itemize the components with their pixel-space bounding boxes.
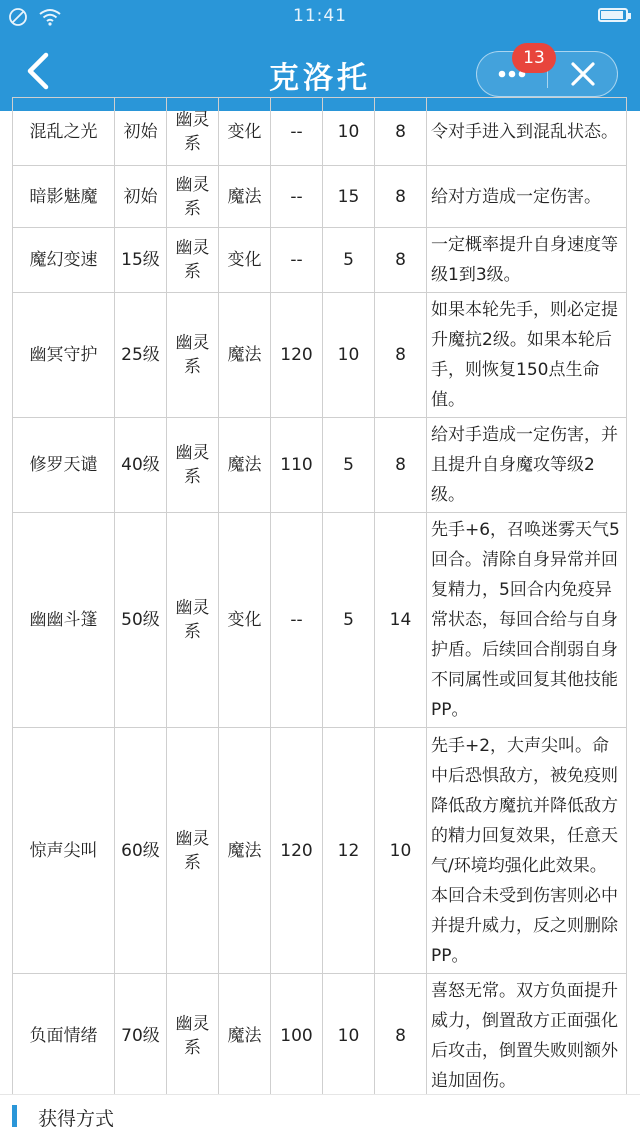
skill-category: 变化 xyxy=(219,513,271,728)
skill-priority: 8 xyxy=(375,228,427,293)
skill-effect: 一定概率提升自身速度等级1到3级。 xyxy=(427,228,627,293)
table-row xyxy=(13,728,627,974)
skill-power: -- xyxy=(271,513,323,728)
skill-pp: 10 xyxy=(323,98,375,166)
skill-priority: 8 xyxy=(375,166,427,228)
skill-type: 幽灵系 xyxy=(167,728,219,974)
skill-level: 60级 xyxy=(115,728,167,974)
notification-badge: 13 xyxy=(512,43,556,73)
skill-type: 幽灵系 xyxy=(167,293,219,418)
skill-priority: 8 xyxy=(375,974,427,1099)
skill-level: 15级 xyxy=(115,228,167,293)
skill-name: 幽冥守护 xyxy=(13,293,115,418)
skill-name: 惊声尖叫 xyxy=(13,728,115,974)
skill-category: 魔法 xyxy=(219,418,271,513)
skill-priority: 14 xyxy=(375,513,427,728)
skill-effect: 先手+6，召唤迷雾天气5回合。清除自身异常并回复精力，5回合内免疫异常状态，每回合给与自身护盾。后续回合削弱自身不同属性或回复其他技能PP。 xyxy=(427,513,627,728)
skill-name: 混乱之光 xyxy=(13,98,115,166)
skill-priority: 8 xyxy=(375,293,427,418)
skill-level: 70级 xyxy=(115,974,167,1099)
skill-name: 魔幻变速 xyxy=(13,228,115,293)
skill-effect: 先手+2，大声尖叫。命中后恐惧敌方，被免疫则降低敌方魔抗并降低敌方的精力回复效果，任意天气/环境均强化此效果。本回合未受到伤害则必中并提升威力，反之则删除PP。 xyxy=(427,728,627,974)
status-bar xyxy=(0,0,640,33)
skill-effect: 令对手进入到混乱状态。 xyxy=(427,98,627,166)
skill-pp: 10 xyxy=(323,974,375,1099)
skill-pp: 5 xyxy=(323,513,375,728)
skill-power: -- xyxy=(271,166,323,228)
skill-type: 幽灵系 xyxy=(167,228,219,293)
skills-table xyxy=(12,97,627,1099)
skill-category: 魔法 xyxy=(219,166,271,228)
skill-pp: 10 xyxy=(323,293,375,418)
skill-name: 负面情绪 xyxy=(13,974,115,1099)
table-row xyxy=(13,513,627,728)
skill-level: 50级 xyxy=(115,513,167,728)
table-row xyxy=(13,418,627,513)
skill-priority: 10 xyxy=(375,728,427,974)
table-row xyxy=(13,166,627,228)
skill-power: 120 xyxy=(271,728,323,974)
skill-power: 110 xyxy=(271,418,323,513)
skill-category: 魔法 xyxy=(219,974,271,1099)
footer-section-header xyxy=(0,1094,640,1139)
close-icon xyxy=(548,52,618,96)
page-title: 克洛托 xyxy=(269,61,371,96)
skill-effect: 给对方造成一定伤害。 xyxy=(427,166,627,228)
skill-power: -- xyxy=(271,228,323,293)
skill-type: 幽灵系 xyxy=(167,166,219,228)
table-row xyxy=(13,228,627,293)
skill-category: 变化 xyxy=(219,98,271,166)
skill-category: 魔法 xyxy=(219,293,271,418)
skill-category: 变化 xyxy=(219,228,271,293)
battery-icon xyxy=(598,8,628,22)
skill-effect: 喜怒无常。双方负面提升威力，倒置敌方正面强化后攻击，倒置失败则额外追加固伤。 xyxy=(427,974,627,1099)
skill-category: 魔法 xyxy=(219,728,271,974)
skill-type: 幽灵系 xyxy=(167,974,219,1099)
section-title: 获得方式 xyxy=(38,1108,115,1130)
skill-level: 初始 xyxy=(115,166,167,228)
skill-priority: 8 xyxy=(375,418,427,513)
table-row xyxy=(13,293,627,418)
skill-power: 120 xyxy=(271,293,323,418)
skill-level: 25级 xyxy=(115,293,167,418)
status-time: 11:41 xyxy=(293,6,347,26)
skill-level: 初始 xyxy=(115,98,167,166)
skill-name: 暗影魅魔 xyxy=(13,166,115,228)
skill-type: 幽灵系 xyxy=(167,98,219,166)
skill-effect: 给对手造成一定伤害，并且提升自身魔攻等级2级。 xyxy=(427,418,627,513)
skill-power: -- xyxy=(271,98,323,166)
close-button[interactable] xyxy=(548,52,618,96)
skill-name: 幽幽斗篷 xyxy=(13,513,115,728)
skill-pp: 5 xyxy=(323,418,375,513)
table-row xyxy=(13,98,627,166)
skill-effect: 如果本轮先手，则必定提升魔抗2级。如果本轮后手，则恢复150点生命值。 xyxy=(427,293,627,418)
skill-type: 幽灵系 xyxy=(167,513,219,728)
skill-pp: 5 xyxy=(323,228,375,293)
table-row xyxy=(13,974,627,1099)
skill-name: 修罗天谴 xyxy=(13,418,115,513)
skill-pp: 15 xyxy=(323,166,375,228)
skill-priority: 8 xyxy=(375,98,427,166)
skill-level: 40级 xyxy=(115,418,167,513)
skill-type: 幽灵系 xyxy=(167,418,219,513)
section-accent-bar xyxy=(12,1105,17,1127)
skill-pp: 12 xyxy=(323,728,375,974)
skill-power: 100 xyxy=(271,974,323,1099)
